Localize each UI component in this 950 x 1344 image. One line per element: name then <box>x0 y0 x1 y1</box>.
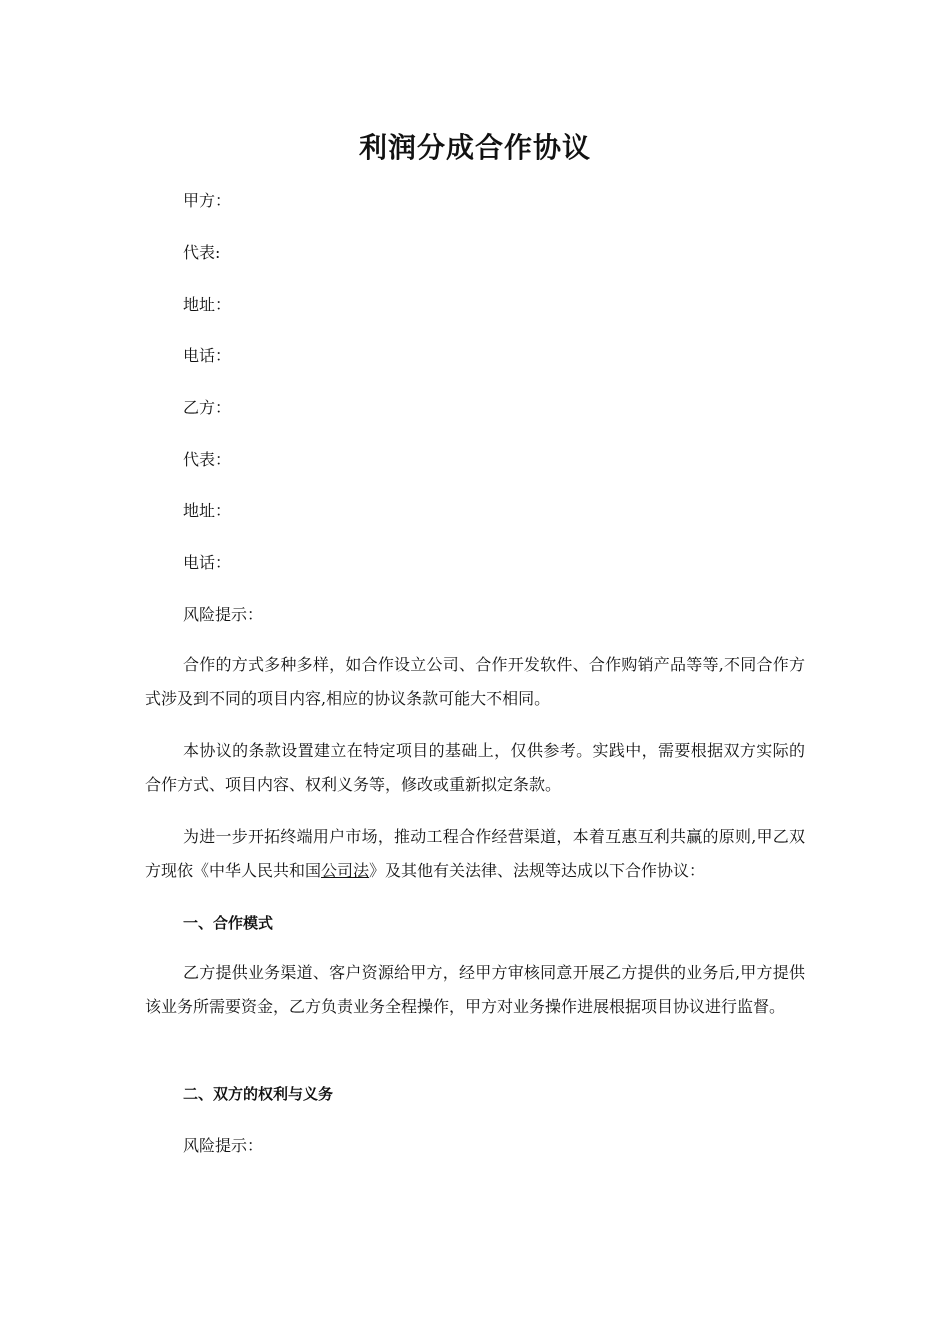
party-b-name-label: 乙方： <box>183 398 232 417</box>
risk-notice-label-2: 风险提示： <box>183 1136 264 1155</box>
document-title: 利润分成合作协议 <box>358 131 591 164</box>
section-2-heading: 二、双方的权利与义务 <box>183 1085 334 1103</box>
risk-notice-label: 风险提示： <box>183 605 264 624</box>
section-1-heading: 一、合作模式 <box>183 914 274 932</box>
paragraph-cooperation-modes: 合作的方式多种多样，如合作设立公司、合作开发软件、合作购销产品等等,不同合作方式涉及到不同的项目内容,相应的协议条款可能大不相同。 <box>145 655 805 708</box>
paragraph-reference-note: 本协议的条款设置建立在特定项目的基础上，仅供参考。实践中，需要根据双方实际的合作方式、项目内容、权利义务等，修改或重新拟定条款。 <box>145 741 805 794</box>
preamble-text-end: 》及其他有关法律、法规等达成以下合作协议： <box>369 861 706 880</box>
party-b-phone-label: 电话： <box>183 553 232 572</box>
party-a-name-label: 甲方： <box>183 191 232 210</box>
party-a-address-label: 地址： <box>183 295 232 314</box>
party-a-rep-label: 代表: <box>183 243 221 262</box>
party-b-address-label: 地址： <box>183 501 232 520</box>
preamble-text-start: 为进一步开拓终端用户市场，推动工程合作经营渠道，本着互惠互利共赢的原则,甲乙双方现依《中华人民共和国 <box>145 827 805 880</box>
company-law-link[interactable]: 公司法 <box>321 861 370 880</box>
party-a-phone-label: 电话： <box>183 346 232 365</box>
party-b-rep-label: 代表： <box>183 450 232 469</box>
section-1-body: 乙方提供业务渠道、客户资源给甲方，经甲方审核同意开展乙方提供的业务后,甲方提供该业务所需要资金，乙方负责业务全程操作，甲方对业务操作进展根据项目协议进行监督。 <box>145 963 805 1016</box>
paragraph-preamble <box>145 820 805 888</box>
